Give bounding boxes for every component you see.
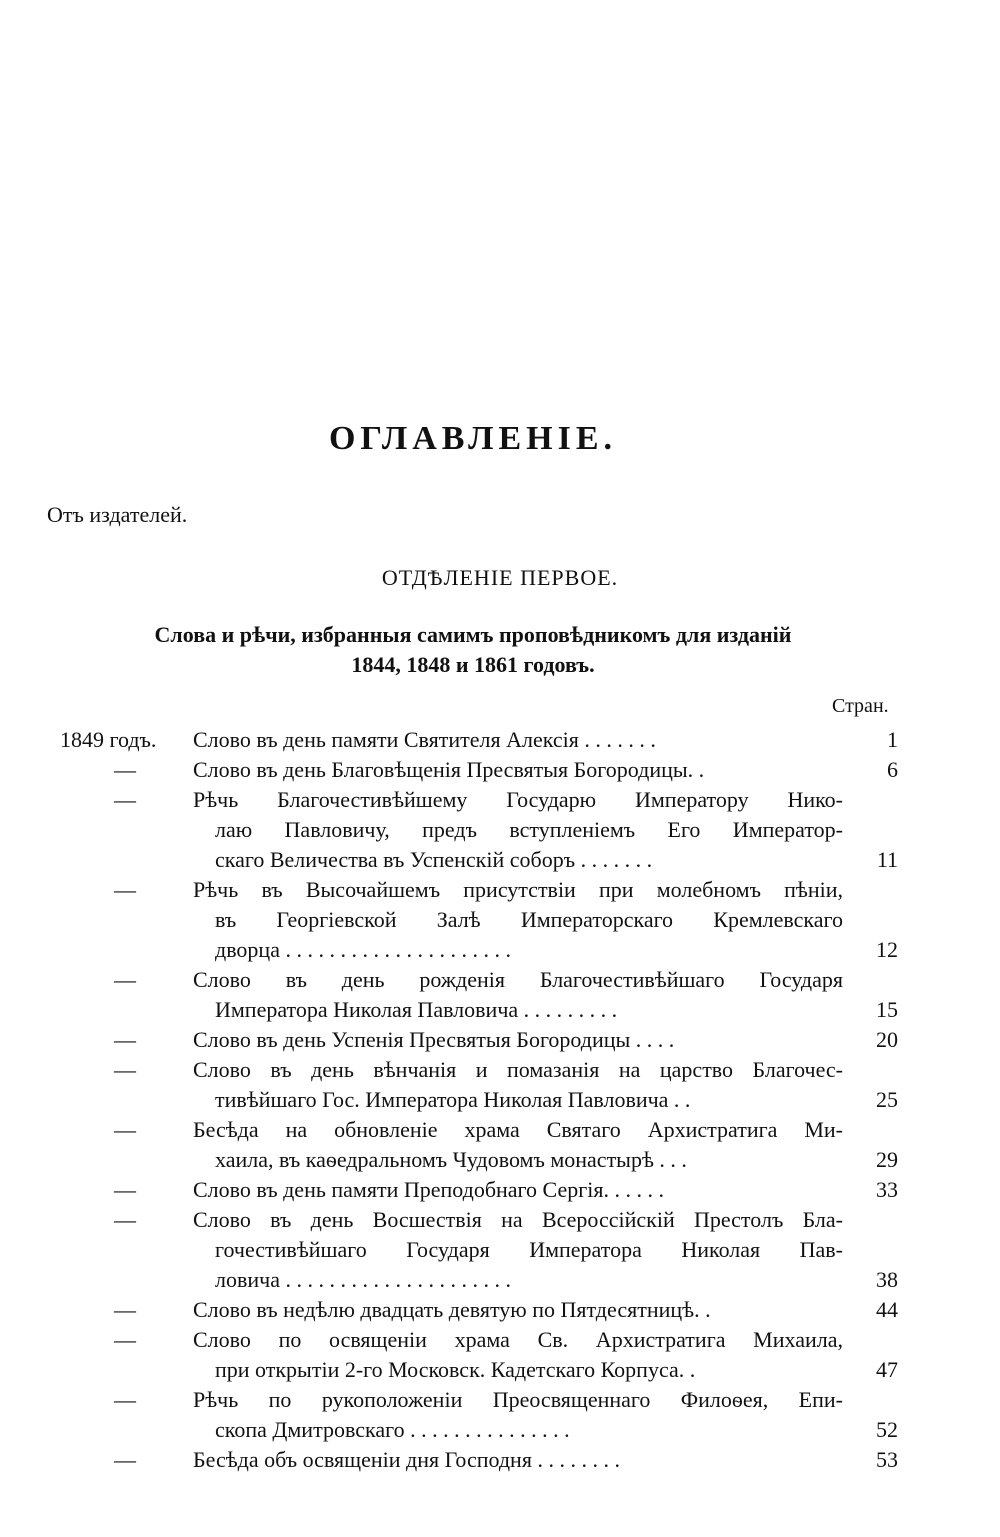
toc-entry [0,1175,1000,1205]
section-subtitle-line: 1844, 1848 и 1861 годовъ. [351,652,595,677]
entry-page-number: 12 [876,937,898,962]
toc-entry [0,1055,1000,1115]
toc-entry-line [0,1175,1000,1205]
entry-page-number: 47 [876,1357,898,1382]
ditto-dash: — [114,877,136,902]
entry-page-number: 25 [876,1087,898,1112]
page-title: ОГЛАВЛЕНІЕ. [328,420,618,457]
ditto-dash: — [114,1057,136,1082]
toc-entry [0,1385,1000,1445]
entry-title-text: Рѣчь по рукоположеніи Преосвященнаго Филоѳея, Епи- [193,1387,843,1412]
toc-entry-line [0,1385,1000,1415]
toc-entry [0,1295,1000,1325]
ditto-dash: — [114,1327,136,1352]
entry-year: 1849 годъ. [60,727,157,752]
entry-title-text: Слово въ день Успенія Пресвятыя Богородицы . . . . [193,1027,675,1052]
entry-title-text: Императора Николая Павловича . . . . . . . . . [215,997,618,1022]
toc-list [0,725,1000,1475]
toc-entry-line [0,965,1000,995]
toc-entry-line [0,1295,1000,1325]
entry-page-number: 20 [876,1027,898,1052]
toc-entry [0,1445,1000,1475]
entry-page-number: 44 [876,1297,898,1322]
toc-entry [0,785,1000,875]
toc-entry-line [0,1145,1000,1175]
toc-entry-line [0,1235,1000,1265]
entry-title-text: Слово въ день рожденія Благочестивѣйшаго Государя [193,967,843,992]
ditto-dash: — [114,1447,136,1472]
toc-entry [0,1325,1000,1385]
toc-entry [0,1115,1000,1175]
section-title: ОТДѢЛЕНІЕ ПЕРВОЕ. [381,565,619,590]
toc-entry-line [0,1325,1000,1355]
toc-entry [0,965,1000,1025]
toc-entry-line [0,1085,1000,1115]
toc-entry-line [0,1265,1000,1295]
toc-entry-line [0,1445,1000,1475]
entry-page-number: 33 [876,1177,898,1202]
entry-page-number: 1 [887,727,898,752]
ditto-dash: — [114,1177,136,1202]
ditto-dash: — [114,757,136,782]
toc-entry-line [0,1025,1000,1055]
toc-entry-line [0,755,1000,785]
publishers-note: Отъ издателей. [47,502,188,527]
ditto-dash: — [114,1117,136,1142]
entry-title-text: Слово въ недѣлю двадцать девятую по Пятдесятницѣ. . [193,1297,711,1322]
toc-entry-line [0,1415,1000,1445]
toc-entry-line [0,725,1000,755]
entry-title-text: хаила, въ каѳедральномъ Чудовомъ монастырѣ . . . [215,1147,687,1172]
toc-entry-line [0,995,1000,1025]
entry-title-text: скопа Дмитровскаго . . . . . . . . . . . . . . . [215,1417,570,1442]
entry-title-text: Слово въ день Восшествія на Всероссійскій Престолъ Бла- [193,1207,843,1232]
toc-entry-line [0,1355,1000,1385]
entry-title-text: Рѣчь Благочестивѣйшему Государю Императору Нико- [193,787,843,812]
toc-entry-line [0,1205,1000,1235]
entry-title-text: въ Георгіевской Залѣ Императорскаго Кремлевскаго [215,907,843,932]
entry-title-text: Бесѣда объ освященіи дня Господня . . . . . . . . [193,1447,620,1472]
entry-page-number: 15 [876,997,898,1022]
toc-entry [0,1205,1000,1295]
entry-title-text: скаго Величества въ Успенскій соборъ . . . . . . . [215,847,653,872]
entry-title-text: ловича . . . . . . . . . . . . . . . . . . . . . [215,1267,511,1292]
toc-entry-line [0,845,1000,875]
ditto-dash: — [114,967,136,992]
entry-page-number: 53 [876,1447,898,1472]
ditto-dash: — [114,787,136,812]
toc-entry-line [0,905,1000,935]
entry-title-text: Бесѣда на обновленіе храма Святаго Архистратига Ми- [193,1117,843,1142]
entry-title-text: Слово по освященіи храма Св. Архистратига Михаила, [193,1327,843,1352]
entry-page-number: 38 [876,1267,898,1292]
ditto-dash: — [114,1387,136,1412]
section-subtitle-line: Слова и рѣчи, избранныя самимъ проповѣдникомъ для изданій [154,622,792,647]
ditto-dash: — [114,1207,136,1232]
toc-entry-line [0,935,1000,965]
ditto-dash: — [114,1027,136,1052]
entry-title-text: Слово въ день Благовѣщенія Пресвятыя Богородицы. . [193,757,705,782]
entry-title-text: Слово въ день памяти Преподобнаго Сергія. . . . . . [193,1177,664,1202]
entry-title-text: Слово въ день вѣнчанія и помазанія на царство Благочес- [193,1057,843,1082]
section-subtitle [0,620,946,680]
toc-entry-line [0,815,1000,845]
entry-title-text: гочестивѣйшаго Государя Императора Николая Пав- [215,1237,843,1262]
ditto-dash: — [114,1297,136,1322]
toc-entry-line [0,785,1000,815]
toc-entry [0,755,1000,785]
toc-entry-line [0,875,1000,905]
entry-title-text: Слово въ день памяти Святителя Алексія . . . . . . . [193,727,656,752]
entry-page-number: 11 [876,847,898,872]
toc-entry-line [0,1055,1000,1085]
entry-title-text: при открытіи 2-го Московск. Кадетскаго Корпуса. . [215,1357,696,1382]
entry-title-text: лаю Павловичу, предъ вступленіемъ Его Император- [215,817,843,842]
toc-entry-line [0,1115,1000,1145]
entry-title-text: Рѣчь въ Высочайшемъ присутствіи при молебномъ пѣніи, [193,877,843,902]
entry-page-number: 29 [876,1147,898,1172]
pages-column-header: Стран. [832,695,889,717]
toc-entry [0,1025,1000,1055]
toc-entry [0,725,1000,755]
entry-page-number: 6 [887,757,898,782]
toc-entry [0,875,1000,965]
entry-title-text: дворца . . . . . . . . . . . . . . . . . . . . . [215,937,511,962]
entry-page-number: 52 [876,1417,898,1442]
entry-title-text: тивѣйшаго Гос. Императора Николая Павловича . . [215,1087,691,1112]
